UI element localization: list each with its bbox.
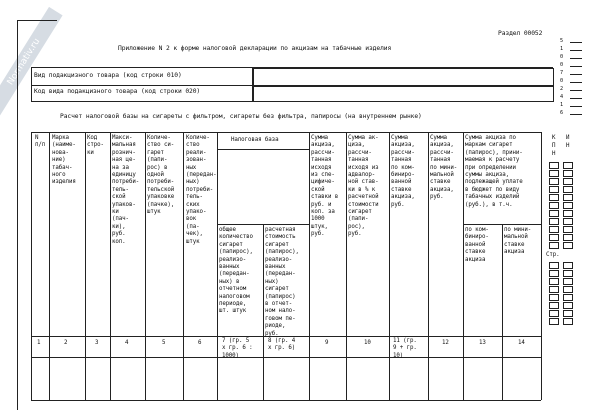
margin-number: 0 bbox=[560, 62, 564, 68]
side-box[interactable] bbox=[563, 226, 573, 233]
margin-number: 7 bbox=[560, 70, 564, 76]
page-label: Стр. bbox=[546, 252, 560, 258]
side-box[interactable] bbox=[563, 310, 573, 317]
col-number: 7 (гр. 5 х гр. 6 : 1000) bbox=[222, 338, 253, 359]
side-box[interactable] bbox=[549, 162, 559, 169]
header-col-3: Код стро- ки bbox=[87, 135, 104, 156]
side-box[interactable] bbox=[549, 310, 559, 317]
header-col-13-14: Сумма акциза по маркам сигарет (папирос), прини- маемая к расчету при определении суммы акциза, подлежащей уплате в бюджет по виду табачных изделий (руб.), в т.ч. bbox=[465, 135, 523, 208]
side-box[interactable] bbox=[549, 194, 559, 201]
col-number: 13 bbox=[479, 340, 486, 346]
side-box[interactable] bbox=[563, 302, 573, 309]
side-box[interactable] bbox=[563, 318, 573, 325]
side-box[interactable] bbox=[563, 270, 573, 277]
watermark-logo: Normativ.ru bbox=[0, 7, 63, 117]
col-number: 3 bbox=[95, 340, 99, 346]
side-letter: И bbox=[566, 135, 570, 141]
header-col-8: расчетная стоимость сигарет (папирос), реализо- ванных (передан- ных) сигарет (папирос) в отчет- ном нало- говом пе- риоде, руб. bbox=[265, 227, 299, 337]
header-col-9: Сумма акциза, рассчи- танная исходя из спе- цифиче- ской ставки в руб. и коп. за 1000 штук, руб. bbox=[311, 135, 339, 238]
side-box[interactable] bbox=[549, 226, 559, 233]
header-col-11: Сумма акциза, рассчи- танная по ком- биниро- ванной ставке акциза, руб. bbox=[391, 135, 415, 208]
side-box[interactable] bbox=[549, 186, 559, 193]
header-col-6: Количе- ство реали- зован- ных (передан- ных) потреби- тель- ских упако- вок (па- чек), штук bbox=[186, 135, 217, 245]
col-number: 6 bbox=[198, 340, 202, 346]
side-box[interactable] bbox=[563, 202, 573, 209]
side-box[interactable] bbox=[563, 218, 573, 225]
col-number: 10 bbox=[364, 340, 371, 346]
header-col-14: по мини- мальной ставке акциза bbox=[504, 227, 532, 256]
side-box[interactable] bbox=[563, 286, 573, 293]
col-number: 1 bbox=[37, 340, 41, 346]
page-border bbox=[17, 20, 18, 410]
appendix-title: Приложение N 2 к форме налоговой декларации по акцизам на табачные изделия bbox=[118, 45, 392, 52]
side-box[interactable] bbox=[549, 318, 559, 325]
side-box[interactable] bbox=[563, 210, 573, 217]
header-col-4: Макси- мальная рознич- ная це- на за единицу потреби- тель- ской упаков- ки (пач- ки), руб. коп. bbox=[112, 135, 140, 245]
margin-number: 1 bbox=[560, 102, 564, 108]
side-box[interactable] bbox=[563, 162, 573, 169]
margin-number: 4 bbox=[560, 94, 564, 100]
side-box[interactable] bbox=[563, 234, 573, 241]
header-col-13: по ком- биниро- ванной ставке акциза bbox=[465, 227, 489, 263]
side-box[interactable] bbox=[563, 170, 573, 177]
col-number: 2 bbox=[64, 340, 68, 346]
col-number: 8 (гр. 4 х гр. 6) bbox=[268, 338, 296, 352]
header-col-12: Сумма акциза, рассчи- танная по мини- мальной ставке акциза, руб. bbox=[430, 135, 458, 201]
side-box[interactable] bbox=[549, 278, 559, 285]
side-box[interactable] bbox=[563, 262, 573, 269]
col-number: 4 bbox=[125, 340, 129, 346]
side-box[interactable] bbox=[563, 194, 573, 201]
side-box[interactable] bbox=[549, 202, 559, 209]
side-box[interactable] bbox=[549, 170, 559, 177]
side-box[interactable] bbox=[549, 302, 559, 309]
side-box[interactable] bbox=[563, 178, 573, 185]
margin-number: 0 bbox=[560, 54, 564, 60]
col-number: 5 bbox=[162, 340, 166, 346]
margin-number: 1 bbox=[560, 46, 564, 52]
side-letter: К bbox=[552, 135, 556, 141]
field-1-label: Вид подакцизного товара (код строки 010) bbox=[34, 72, 182, 79]
section-label: Раздел 00052 bbox=[498, 30, 543, 37]
header-col-7: общее количество сигарет (папирос), реализо- ванных (передан- ных) в отчетном налоговом периоде, шт. штук bbox=[219, 227, 253, 315]
side-box[interactable] bbox=[549, 262, 559, 269]
field-2-label: Код вида подакцизного товара (код строки 020) bbox=[34, 88, 201, 95]
col-number: 12 bbox=[442, 340, 449, 346]
side-letter: Н bbox=[552, 151, 556, 157]
margin-number: 0 bbox=[560, 78, 564, 84]
side-box[interactable] bbox=[549, 210, 559, 217]
header-col-1: N п/п bbox=[35, 135, 46, 149]
side-letter: П bbox=[552, 143, 556, 149]
side-box[interactable] bbox=[563, 278, 573, 285]
side-box[interactable] bbox=[563, 242, 573, 249]
side-box[interactable] bbox=[549, 234, 559, 241]
side-letter: Н bbox=[566, 143, 570, 149]
side-box[interactable] bbox=[563, 294, 573, 301]
side-box[interactable] bbox=[549, 178, 559, 185]
field-2-input[interactable] bbox=[253, 86, 554, 102]
col-number: 11 (гр. 9 + гр. 10) bbox=[393, 338, 417, 359]
side-box[interactable] bbox=[549, 218, 559, 225]
side-box[interactable] bbox=[549, 242, 559, 249]
side-box[interactable] bbox=[549, 294, 559, 301]
margin-number: 2 bbox=[560, 86, 564, 92]
col-number: 14 bbox=[518, 340, 525, 346]
header-col-10: Сумма ак- циза, рассчи- танная исходя из адвалор- ной став- ки в % к расчетной стоимости сигарет (папи- рос), руб. bbox=[348, 135, 379, 238]
margin-number: 5 bbox=[560, 38, 564, 44]
margin-number: 6 bbox=[560, 110, 564, 116]
header-col-2: Марка (наиме- нова- ние) табач- ного изделия bbox=[52, 135, 76, 186]
side-box[interactable] bbox=[549, 270, 559, 277]
header-tax-base: Налоговая база bbox=[231, 137, 279, 143]
field-1-input[interactable] bbox=[253, 68, 554, 86]
header-col-5: Количе- ство си- гарет (папи- рос) в одной потреби- тельской упаковке (пачке), штук bbox=[147, 135, 175, 216]
page-border-top bbox=[17, 20, 57, 21]
side-box[interactable] bbox=[563, 186, 573, 193]
table-title: Расчет налоговой базы на сигареты с фильтром, сигареты без фильтра, папиросы (на внутреннем рынке) bbox=[60, 113, 422, 120]
side-box[interactable] bbox=[549, 286, 559, 293]
col-number: 9 bbox=[325, 340, 329, 346]
